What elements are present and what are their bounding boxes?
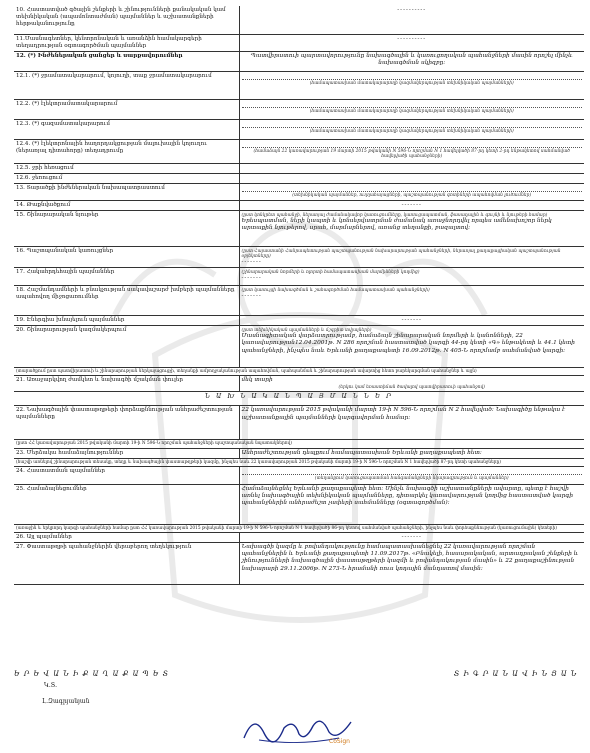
row-15-caption: (ըստ կոնկրետ պահանջի, ներառյալ ժամանակավոր կառուցումները, կառուցապատման, ֆասադային և գույնի և նյութերի համար) — [241, 212, 548, 218]
row-12-5-value — [239, 163, 584, 173]
row-21-label: 21. Առաջարկվող ժամկետ և նախագծի մշակման փուլեր — [14, 376, 239, 392]
row-24-label: 24. Հաստատման պայմաններ — [14, 466, 239, 484]
row-21-caption: (երկու կամ եռաստիճան ծավալով պատվիրատուի պահանջով) — [338, 385, 485, 391]
row-17-value: ------- — [241, 275, 262, 282]
row-10-label: 10. Հաստատված գծային շենքերի և շինությունների քանակական կամ տեխնիկական (ապամոնտաժման) պայմաններ և աշխատանքների հերթականությունը — [14, 6, 239, 34]
row-13-label: 13. Տարածքի ինժեներական նախապատրաստում — [14, 183, 239, 200]
row-12-4-caption: (համաձայն 22 կառավարության 19 մարտի 2015 թվականի N 596-Ն որոշման N 1 հավելվածի 87-րդ կետի 2-րդ ենթակետով սահմանված հավելվածի պահանջների) — [253, 148, 570, 159]
section-title: Ն Ա Խ Ն Ա Կ Ա Ն Պ Ա Յ Մ Ա Ն Ն Ե Ր — [14, 392, 584, 406]
row-18-caption: (ըստ կառույցի նախագծման և շահագործման համապատասխան պահանջների) — [241, 287, 430, 293]
row-12-3-label: 12.3. (*) գազամատակարարում — [14, 119, 239, 139]
row-27-label: 27. Փաստաթղթի պահանջներին վերաբերող տեղեկություն — [14, 542, 239, 584]
row-17-label: 17. Հակահրդեհային պայմաններ — [14, 267, 239, 285]
row-23-label: 23. Մերձակա համաձայնություններ — [14, 448, 239, 458]
row-18-label: 18. Հաշմանդամների և բնակչության սակավաշարժ խմբերի պայմանները ապահովող միջոցառումներ — [14, 285, 239, 315]
row-12-4-label: 12.4. (*) էլեկտրոնային հաղորդակցության մալուխային կոյուղու (ներառյալ դիտահորը) տեղադրումը — [14, 139, 239, 163]
row-25-value: Համաձայնեցնել Երևանի քաղաքապետի հետ: Մինչև նախագծի աշխատանքների ավարտը, պետք է հաշվի առնել նախագծային տեխնիկական պայմանները, դիտարկել կառավարության կողմից հաստատված կարգի պահանջներին անհրաժեշտ չափերի սահմանները (օգտագործման): — [239, 484, 584, 524]
row-19-label: 19. Էներգիա խնայելուն պայմաններ — [14, 315, 239, 325]
executor-name: Լ.Զագրյանյան — [42, 698, 90, 705]
row-25-note: (առաջին և երկրորդ կարգի պահանջների համար ըստ ՀՀ կառավարության 2015 թվականի մարտի 19-ի N 596-Ն որոշման N 1 հավելվածի 86-րդ կետով սահմանված պահանջների, ինչպես նաև փորձաքննության (կառուցումային) կետերի) — [14, 524, 584, 532]
row-12-6-label: 12.6. ջեռուցում — [14, 173, 239, 183]
row-12-2-caption: (համապատասխան մատակարարողի կազմակերպության տեխնիկական պայմանների) — [309, 108, 514, 114]
row-22-note: (ըստ ՀՀ կառավարության 2015 թվականի մարտի 19-ի N 596-Ն որոշման պահանջների պաշտպանական նպատակներով) — [14, 440, 584, 448]
row-11-label: 11.Մասնագետներ, կենտրոնական և առանձին համակարգերի տեղադրության օգտագործման պայմաններ — [14, 34, 239, 51]
row-10-value: ---------- — [239, 6, 584, 34]
signatory-name: Տ Ի Գ Ր Ա Ն Ա Վ Ի Ն Յ Ա Ն — [454, 670, 578, 678]
row-12-2-label: 12.2. (*) էլեկտրամատակարարում — [14, 99, 239, 119]
row-16-caption: (ըստ Հայաստանի Հանրապետության պաշտպանության նախարարության պահանջների, ներառյալ քաղաքացիական պաշտպանության օբյեկտները) — [241, 248, 561, 259]
row-16-label: 16. Պաշտպանական կառույցներ — [14, 246, 239, 267]
row-12-1-label: 12.1. (*) ջրամատակարարում, կոյուղի, տաք ջրամատակարարում — [14, 71, 239, 99]
cosign-logo: CoSign — [329, 738, 350, 745]
row-12-value: Պատվիրատուի պարտավորությունը նախագծային և կառուցողական պահանջների մասին որոշել մինչև նախագծման սկիզբը: — [239, 51, 584, 71]
row-13-caption: (տեխնիկական պայմաններ, ուղղահայացների, պաշտպանության գոտիների ապահովման լուծումներ) — [292, 192, 532, 198]
row-27-value: Նախագծի կազմը և բովանդակությունը համապատասխանեցնել 22 կառավարության որոշման պահանջներին և Երևանի քաղաքապետի 11.09.2017թ. «Բնակելի, հասարակական, արտադրական շենքերի և շինությունների նախագծային փաստաթղթերի կազմի և բովանդակության մասին» և 22 քաղաքաշինության նախարարի 29.11.2006թ. N 273-Ն հրամանի ռուս կոդային մանդատով մասին: — [239, 542, 584, 584]
row-19-value: ------- — [239, 315, 584, 325]
row-24-caption: (տեղանքում կառուցապատման հանգամանքների նկարագրություն և պայմաններ) — [314, 475, 509, 481]
row-20-note: (տարածքում ըստ պատվիրատուի և շինարարության ներկայացուցչի, տեղանքի ամբողջականության ապահովման, պահպանման և շինարարության ավարտից հետո բարեկարգման պահանջներ և այլն) — [14, 367, 584, 375]
row-14-value: ------- — [239, 200, 584, 210]
signatory-title: Ե Ր Ե Վ Ա Ն Ի Ք Ա Ղ Ա Ք Ա Պ Ե Տ — [14, 670, 169, 678]
row-25-label: 25. Համաձայնեցումներ — [14, 484, 239, 524]
row-12-1-caption: (համապատասխան մատակարարողի կազմակերպության տեխնիկական պայմանների) — [309, 80, 514, 86]
signature-footer — [14, 670, 584, 750]
row-26-value: ------- — [239, 532, 584, 542]
row-20-caption: (ըստ տեխնիկական պայմանների և ճշգրիտ տվյալների) — [241, 327, 372, 333]
row-15-label: 15. Շինարարական նյութեր — [14, 210, 239, 246]
row-12-3-caption: (համապատասխան մատակարարողի կազմակերպության տեխնիկական պայմանների) — [309, 128, 514, 134]
row-21-value: մեկ տարի — [241, 377, 273, 383]
row-16-value: ------- — [241, 258, 262, 265]
row-20-value: Մասնագիտական վարձատրությամբ, համաձայն շինարարական նորմերի և կանոնների, 22 կառավարության12.04.2001թ. N 286 որոշման հաստատված կարգի 44-րդ կետի «Գ» ենթակետի և 44.1 կետի պահանջների, ինչպես նաև Երևանի քաղաքապետի 16.09.2012թ. N 405-Ն որոշմամբ սահմանված կարգի: — [241, 333, 575, 354]
row-22-value: 22 կառավարության 2015 թվականի մարտի 19-ի N 596-Ն որոշման N 2 հավելված: Նախագիծը ենթակա է աշխատանքային պայմանների կարգավորման համար: — [239, 406, 584, 440]
row-12-5-label: 12.5. ջրի հեռացում — [14, 163, 239, 173]
row-14-label: 14. Թաքնվածքում — [14, 200, 239, 210]
row-26-label: 26. Այլ պայմաններ — [14, 532, 239, 542]
form-table — [14, 6, 584, 585]
row-23-note: (հաշվի առնելով շինարարության տեսակը, տեղը և նախագծային փաստաթղթերի կազմը, ինչպես նաև 22 կառավարության 2015 թվականի մարտի 19-ի N 596-Ն որոշման N 1 հավելվածի 87-րդ կետի պահանջները) — [14, 458, 584, 466]
row-23-value: Անհրաժեշտության դեպքում համապատասխան Երևանի քաղաքապետի հետ: — [239, 448, 584, 458]
row-15-value: Երեսպատման, ների կապտի և կոնսերվատրման ժամանակ առաջնորդվել որպես ամենախոշոր ներկ արտաքին նյութերով, սրահ, մարմարներով, առանց տեղանքի, բազալտով: — [241, 217, 552, 231]
row-20-label: 20. Շինարարության կազմակերպում — [14, 325, 239, 367]
row-22-label: 22. Նախագծային փաստաթղթերի փորձաքննության անհրաժեշտության պայմանները — [14, 406, 239, 440]
row-12-label: 12. (*) Ինժեներական ցանցեր և սարքավորումներ — [14, 51, 239, 71]
row-17-caption: (շինարարական նորմերի և ոլորտի համապատասխան մարմինների կողմից) — [241, 269, 420, 275]
row-18-value: ------- — [241, 293, 262, 300]
row-11-value: ---------- — [239, 34, 584, 51]
seal-mark: Կ.Տ. — [44, 682, 58, 689]
row-12-6-value — [239, 173, 584, 183]
